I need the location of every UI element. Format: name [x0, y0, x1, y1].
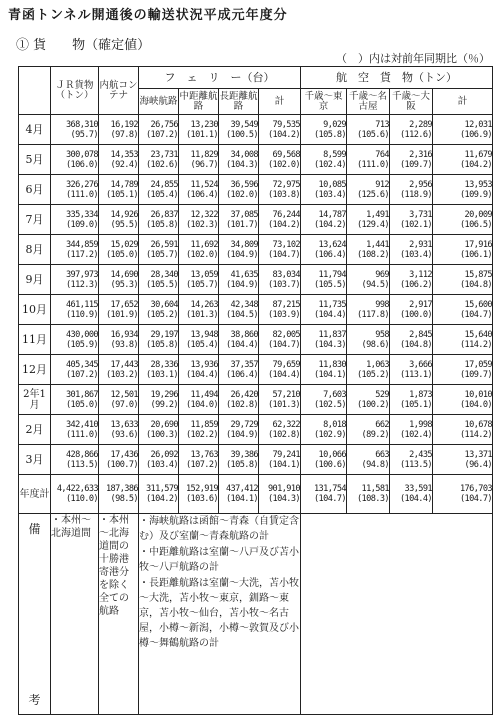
table-row [19, 385, 493, 415]
cell: 14,926 (95.5) [99, 205, 139, 235]
cell: 28,336 (103.1) [139, 355, 179, 385]
cell: 42,348 (104.5) [219, 295, 259, 325]
cell: 2,917 (100.0) [390, 295, 433, 325]
cell: 20,690 (100.3) [139, 415, 179, 445]
cell: 2,316 (109.7) [390, 145, 433, 175]
cell: 39,549 (100.5) [219, 115, 259, 145]
col-header-air-nagoya: 千歳～名古屋 [347, 89, 390, 115]
cell: 83,034 (103.7) [259, 265, 301, 295]
cell: 41,635 (104.9) [219, 265, 259, 295]
cell: 26,756 (107.2) [139, 115, 179, 145]
cell: 529 (100.2) [347, 385, 390, 415]
cell: 131,754 (104.7) [301, 475, 347, 514]
row-month: 11月 [19, 325, 51, 355]
row-month: 8月 [19, 235, 51, 265]
cell: 29,197 (105.8) [139, 325, 179, 355]
cell: 10,678 (114.2) [433, 415, 493, 445]
table-row [19, 115, 493, 145]
cell: 12,501 (97.0) [99, 385, 139, 415]
table-row [19, 175, 493, 205]
cell: 14,690 (95.3) [99, 265, 139, 295]
cell: 79,241 (104.1) [259, 445, 301, 475]
cell: 2,289 (112.6) [390, 115, 433, 145]
total-row [19, 475, 493, 514]
col-header-air-tokyo: 千歳～東京 [301, 89, 347, 115]
remarks-ferry [139, 514, 301, 715]
table-row [19, 295, 493, 325]
cell: 368,310 (95.7) [51, 115, 99, 145]
cell: 39,386 (105.8) [219, 445, 259, 475]
cell: 13,230 (101.1) [179, 115, 219, 145]
row-month: 6月 [19, 175, 51, 205]
cell: 13,624 (106.4) [301, 235, 347, 265]
cell: 37,357 (106.4) [219, 355, 259, 385]
cell: 2,956 (118.9) [390, 175, 433, 205]
freight-table [18, 66, 493, 715]
cell: 912 (125.6) [347, 175, 390, 205]
cell: 73,102 (104.7) [259, 235, 301, 265]
cell: 176,703 (104.7) [433, 475, 493, 514]
cell: 79,535 (104.2) [259, 115, 301, 145]
cell: 152,919 (103.6) [179, 475, 219, 514]
remarks-naigai: ・本州～北海道間の十勝港寄港分を除く全ての航路 [99, 514, 139, 715]
cell: 13,763 (107.2) [179, 445, 219, 475]
cell: 1,873 (105.1) [390, 385, 433, 415]
cell: 901,910 (104.3) [259, 475, 301, 514]
cell: 2,845 (104.8) [390, 325, 433, 355]
cell: 15,640 (114.2) [433, 325, 493, 355]
cell: 14,789 (105.1) [99, 175, 139, 205]
cell: 1,491 (129.4) [347, 205, 390, 235]
remarks-ferry-strait: ・海峡航路は函館～青森（自賃定含む）及び室蘭～青森航路の計 [139, 516, 299, 542]
cell: 19,296 (99.2) [139, 385, 179, 415]
table-row [19, 415, 493, 445]
col-header-jr: ＪＲ貨物（トン） [51, 67, 99, 115]
cell: 79,659 (104.4) [259, 355, 301, 385]
cell: 713 (105.6) [347, 115, 390, 145]
cell: 11,524 (106.4) [179, 175, 219, 205]
cell: 8,599 (102.4) [301, 145, 347, 175]
cell: 3,666 (113.1) [390, 355, 433, 385]
cell: 461,115 (110.9) [51, 295, 99, 325]
cell: 11,837 (104.3) [301, 325, 347, 355]
table-row [19, 355, 493, 385]
cell: 11,859 (102.2) [179, 415, 219, 445]
cell: 69,568 (102.0) [259, 145, 301, 175]
remarks-ferry-mid: ・中距離航路は室蘭～八戸及び苫小牧～八戸航路の計 [139, 547, 299, 573]
row-month: 年度計 [19, 475, 51, 514]
cell: 3,731 (102.1) [390, 205, 433, 235]
cell: 38,860 (104.4) [219, 325, 259, 355]
remarks-jr: ・本州～北海道間 [51, 514, 99, 715]
cell: 663 (94.8) [347, 445, 390, 475]
row-month: 2年1月 [19, 385, 51, 415]
cell: 30,604 (105.2) [139, 295, 179, 325]
cell: 34,809 (104.9) [219, 235, 259, 265]
cell: 36,596 (102.0) [219, 175, 259, 205]
col-header-air-total: 計 [433, 89, 493, 115]
col-header-naigai: 内航コンテナ [99, 67, 139, 115]
cell: 12,322 (102.3) [179, 205, 219, 235]
cell: 11,829 (96.7) [179, 145, 219, 175]
row-month: 10月 [19, 295, 51, 325]
cell: 958 (98.6) [347, 325, 390, 355]
cell: 34,008 (104.3) [219, 145, 259, 175]
cell: 14,263 (101.3) [179, 295, 219, 325]
cell: 15,029 (105.0) [99, 235, 139, 265]
row-month: 3月 [19, 445, 51, 475]
cell: 13,059 (105.7) [179, 265, 219, 295]
cell: 344,859 (117.2) [51, 235, 99, 265]
table-row [19, 205, 493, 235]
page-title: 青函トンネル開通後の輸送状況平成元年度分 [8, 8, 288, 23]
cell: 1,063 (105.2) [347, 355, 390, 385]
cell: 23,731 (102.6) [139, 145, 179, 175]
col-header-ferry-total: 計 [259, 89, 301, 115]
cell: 662 (89.2) [347, 415, 390, 445]
cell: 1,441 (108.2) [347, 235, 390, 265]
cell: 14,787 (104.2) [301, 205, 347, 235]
cell: 335,334 (109.0) [51, 205, 99, 235]
cell: 24,855 (105.4) [139, 175, 179, 205]
remarks-air [301, 514, 493, 715]
cell: 3,112 (106.2) [390, 265, 433, 295]
cell: 405,345 (107.2) [51, 355, 99, 385]
cell: 301,867 (105.0) [51, 385, 99, 415]
section-subtitle: ① 貨 物（確定値） [16, 38, 151, 53]
cell: 342,410 (111.0) [51, 415, 99, 445]
row-month: 5月 [19, 145, 51, 175]
cell: 764 (111.0) [347, 145, 390, 175]
corner-cell [19, 67, 51, 115]
cell: 37,085 (101.7) [219, 205, 259, 235]
cell: 10,085 (103.4) [301, 175, 347, 205]
cell: 17,436 (100.7) [99, 445, 139, 475]
cell: 13,371 (96.4) [433, 445, 493, 475]
cell: 57,210 (101.3) [259, 385, 301, 415]
cell: 7,603 (102.5) [301, 385, 347, 415]
col-header-air-osaka: 千歳～大阪 [390, 89, 433, 115]
cell: 437,412 (104.1) [219, 475, 259, 514]
cell: 10,066 (100.6) [301, 445, 347, 475]
ratio-note: （ ）内は対前年同期比（％） [336, 52, 490, 65]
cell: 430,000 (105.9) [51, 325, 99, 355]
cell: 311,579 (104.2) [139, 475, 179, 514]
cell: 76,244 (104.2) [259, 205, 301, 235]
cell: 4,422,633 (110.0) [51, 475, 99, 514]
col-header-ferry-strait: 海峡航路 [139, 89, 179, 115]
cell: 62,322 (102.8) [259, 415, 301, 445]
table-row [19, 325, 493, 355]
col-header-air: 航 空 貨 物（トン） [301, 67, 493, 89]
cell: 28,340 (105.5) [139, 265, 179, 295]
cell: 15,600 (104.7) [433, 295, 493, 325]
cell: 11,679 (104.2) [433, 145, 493, 175]
cell: 26,092 (103.4) [139, 445, 179, 475]
cell: 33,591 (104.4) [390, 475, 433, 514]
row-month: 9月 [19, 265, 51, 295]
cell: 8,018 (102.9) [301, 415, 347, 445]
table-row [19, 445, 493, 475]
cell: 300,078 (106.0) [51, 145, 99, 175]
remarks-row [19, 514, 493, 715]
cell: 9,029 (105.8) [301, 115, 347, 145]
cell: 428,866 (113.5) [51, 445, 99, 475]
cell: 326,276 (111.0) [51, 175, 99, 205]
cell: 11,581 (108.3) [347, 475, 390, 514]
cell: 11,735 (104.4) [301, 295, 347, 325]
table-row [19, 265, 493, 295]
cell: 26,420 (102.8) [219, 385, 259, 415]
col-header-ferry-mid: 中距離航路 [179, 89, 219, 115]
col-header-ferry: フ ェ リ ー（台） [139, 67, 301, 89]
cell: 13,948 (105.4) [179, 325, 219, 355]
cell: 87,215 (103.9) [259, 295, 301, 325]
cell: 17,443 (103.2) [99, 355, 139, 385]
cell: 15,875 (104.8) [433, 265, 493, 295]
cell: 187,386 (98.5) [99, 475, 139, 514]
cell: 11,692 (102.0) [179, 235, 219, 265]
cell: 26,591 (105.7) [139, 235, 179, 265]
cell: 13,936 (104.4) [179, 355, 219, 385]
cell: 2,435 (113.5) [390, 445, 433, 475]
cell: 82,005 (104.7) [259, 325, 301, 355]
row-month: 2月 [19, 415, 51, 445]
cell: 11,830 (104.1) [301, 355, 347, 385]
row-month: 4月 [19, 115, 51, 145]
cell: 10,010 (104.0) [433, 385, 493, 415]
cell: 1,998 (102.4) [390, 415, 433, 445]
remarks-ferry-long: ・長距離航路は室蘭～大洗，苫小牧～大洗，苫小牧～東京，釧路～東京，苫小牧～仙台，苫小牧～名古屋，小樽～新潟，小樽～敦賀及び小樽～舞鶴航路の計 [139, 578, 299, 649]
remarks-label: 備 考 [19, 514, 51, 715]
cell: 29,729 (104.9) [219, 415, 259, 445]
cell: 397,973 (112.3) [51, 265, 99, 295]
cell: 11,794 (105.5) [301, 265, 347, 295]
cell: 72,975 (103.8) [259, 175, 301, 205]
cell: 14,353 (92.4) [99, 145, 139, 175]
cell: 998 (117.8) [347, 295, 390, 325]
cell: 16,192 (97.8) [99, 115, 139, 145]
cell: 969 (94.5) [347, 265, 390, 295]
cell: 17,059 (109.7) [433, 355, 493, 385]
cell: 2,931 (103.4) [390, 235, 433, 265]
table-row [19, 235, 493, 265]
row-month: 7月 [19, 205, 51, 235]
cell: 16,934 (93.8) [99, 325, 139, 355]
cell: 13,953 (109.9) [433, 175, 493, 205]
row-month: 12月 [19, 355, 51, 385]
cell: 17,652 (101.9) [99, 295, 139, 325]
cell: 17,916 (106.1) [433, 235, 493, 265]
cell: 20,009 (106.5) [433, 205, 493, 235]
table-row [19, 145, 493, 175]
cell: 26,837 (105.8) [139, 205, 179, 235]
cell: 11,494 (104.0) [179, 385, 219, 415]
cell: 13,633 (93.6) [99, 415, 139, 445]
col-header-ferry-long: 長距離航路 [219, 89, 259, 115]
cell: 12,031 (106.9) [433, 115, 493, 145]
